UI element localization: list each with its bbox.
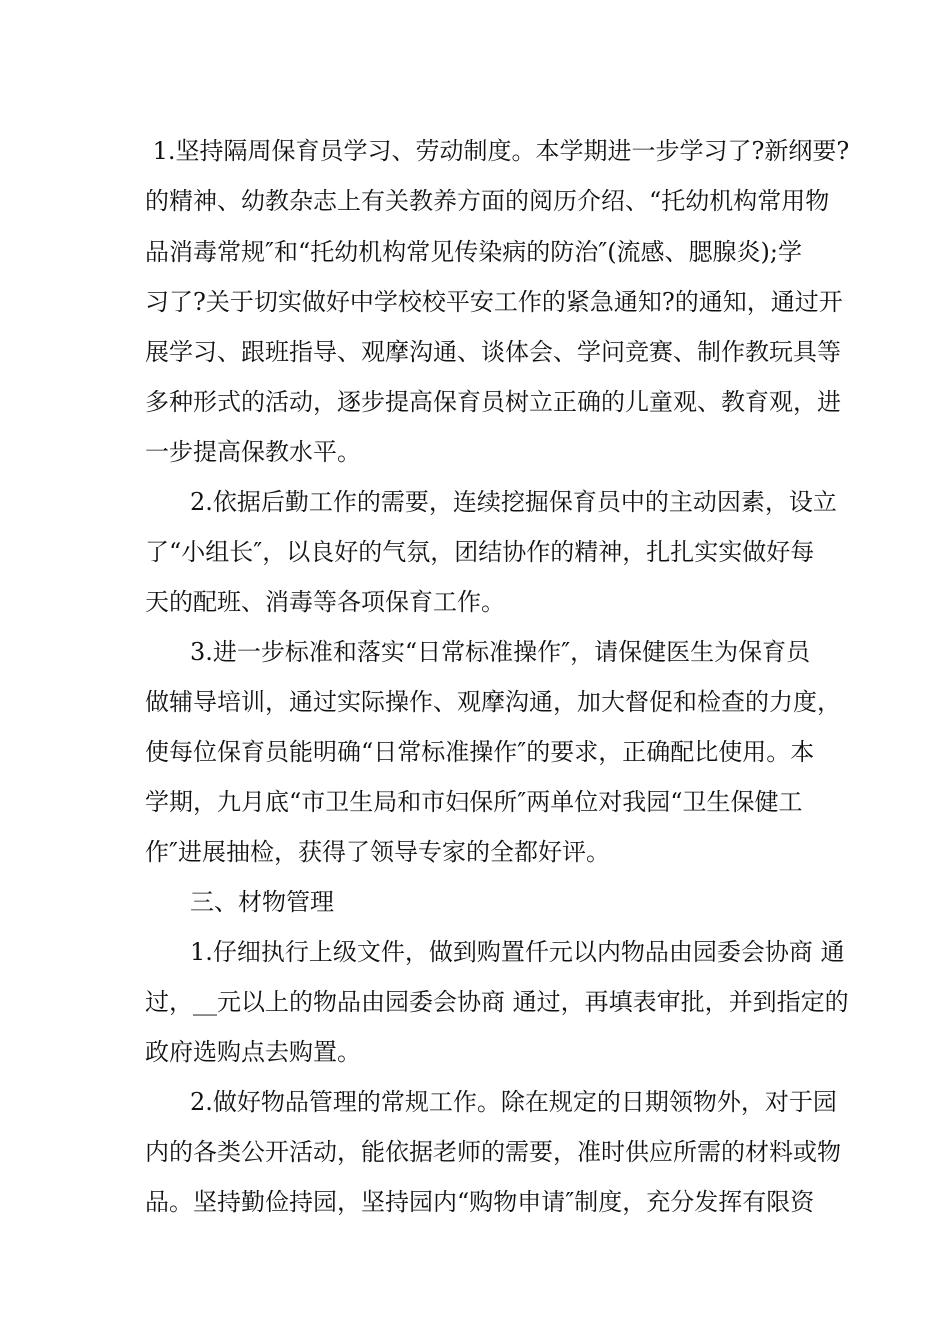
text-line: 展学习、跟班指导、观摩沟通、谈体会、学问竞赛、制作教玩具等 (145, 338, 841, 366)
text-line: 做辅导培训，通过实际操作、观摩沟通，加大督促和检查的力度， (145, 688, 841, 716)
text-line: 的精神、幼教杂志上有关教养方面的阅历介绍、“托幼机构常用物 (145, 187, 830, 215)
text-line: 品消毒常规″和“托幼机构常见传染病的防治″(流感、腮腺炎);学 (145, 238, 803, 266)
text-line: 多种形式的活动，逐步提高保育员树立正确的儿童观、教育观，进 (145, 388, 841, 416)
text-line: 3.进一步标准和落实“日常标准操作″，请保健医生为保育员 (190, 638, 811, 666)
text-line: 1.坚持隔周保育员学习、劳动制度。本学期进一步学习了?新纲要? (145, 137, 850, 165)
text-line: 内的各类公开活动，能依据老师的需要，准时供应所需的材料或物 (145, 1138, 841, 1166)
text-line: 天的配班、消毒等各项保育工作。 (145, 588, 505, 616)
text-line: 2.做好物品管理的常规工作。除在规定的日期领物外，对于园 (190, 1088, 837, 1116)
text-line: 学期，九月底“市卫生局和市妇保所″两单位对我园“卫生保健工 (145, 788, 803, 816)
text-line: 使每位保育员能明确“日常标准操作″的要求，正确配比使用。本 (145, 738, 815, 766)
text-line: 品。坚持勤俭持园，坚持园内“购物申请″制度，充分发挥有限资 (145, 1188, 815, 1216)
text-line: 2.依据后勤工作的需要，连续挖掘保育员中的主动因素，设立 (190, 488, 837, 516)
text-line: 1.仔细执行上级文件，做到购置仟元以内物品由园委会协商 通 (190, 938, 845, 966)
text-line: 了“小组长″，以良好的气氛，团结协作的精神，扎扎实实做好每 (145, 538, 815, 566)
text-line: 过，__元以上的物品由园委会协商 通过，再填表审批，并到指定的 (145, 988, 849, 1016)
text-line: 习了?关于切实做好中学校校平安工作的紧急通知?的通知，通过开 (145, 288, 843, 316)
section-heading: 三、材物管理 (190, 888, 334, 916)
text-line: 政府选购点去购置。 (145, 1038, 361, 1066)
text-line: 作″进展抽检，获得了领导专家的全都好评。 (145, 838, 610, 866)
text-line: 一步提高保教水平。 (145, 438, 361, 466)
